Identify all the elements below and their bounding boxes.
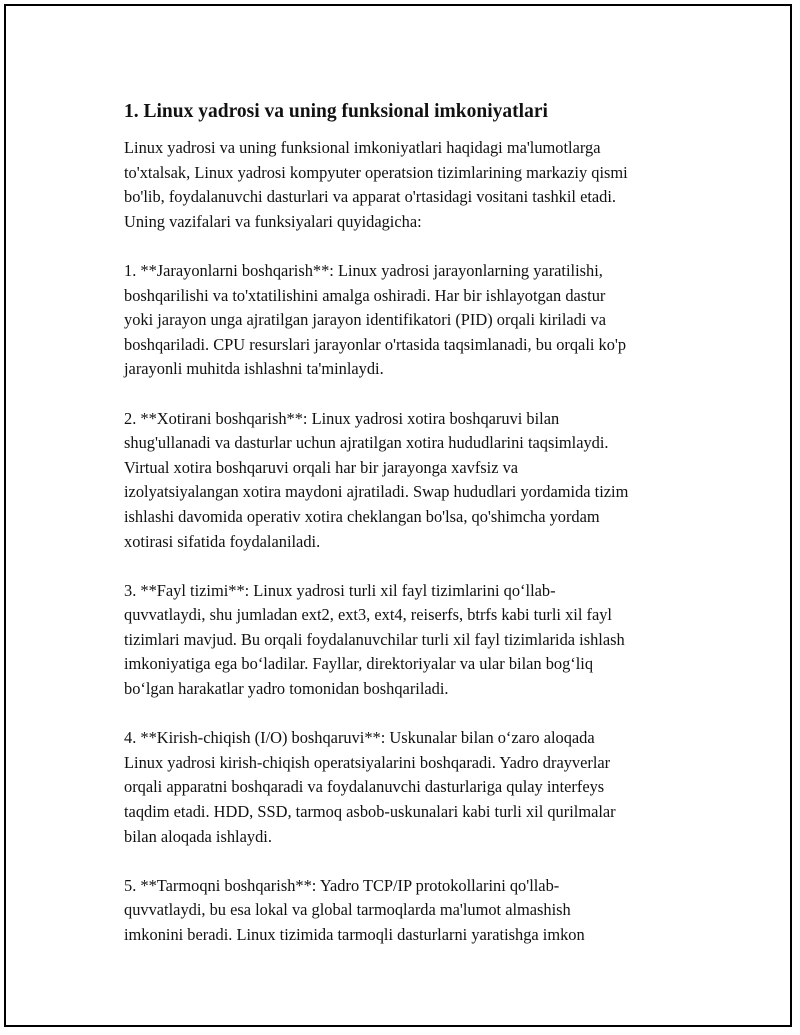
text-line: imkoniyatiga ega bo‘ladilar. Fayllar, direktoriyalar va ular bilan bog‘liq (124, 654, 594, 674)
text-line: tizimlari mavjud. Bu orqali foydalanuvchilar turli xil fayl tizimlarida ishlash (124, 629, 625, 649)
text-line: bo‘lgan harakatlar yadro tomonidan boshqariladi. (124, 679, 449, 699)
text-line: imkonini beradi. Linux tizimida tarmoqli dasturlarni yaratishga imkon (124, 925, 585, 944)
page-frame (4, 4, 792, 1027)
text-line: izolyatsiyalangan xotira maydoni ajratiladi. Swap hududlari yordamida tizim (124, 482, 629, 502)
document-body (124, 98, 696, 972)
text-line: Linux yadrosi va uning funksional imkoniyatlari haqidagi ma'lumotlarga (124, 138, 601, 157)
text-line: jarayonli muhitda ishlashni ta'minlaydi. (124, 359, 384, 379)
text-line: shug'ullanadi va dasturlar uchun ajratilgan xotira hududlarini taqsimlaydi. (124, 433, 609, 453)
text-line: 1. **Jarayonlarni boshqarish**: Linux yadrosi jarayonlarning yaratilishi, (124, 260, 603, 280)
process-management-paragraph (124, 259, 696, 382)
network-management-paragraph (124, 874, 696, 948)
text-line: taqdim etadi. HDD, SSD, tarmoq asbob-uskunalari kabi turli xil qurilmalar (124, 802, 616, 822)
io-management-paragraph (124, 726, 696, 849)
text-line: Linux yadrosi kirish-chiqish operatsiyalarini boshqaradi. Yadro drayverlar (124, 752, 611, 772)
memory-management-paragraph (124, 407, 696, 555)
text-line: xotirasi sifatida foydalaniladi. (124, 531, 321, 551)
text-line: quvvatlaydi, bu esa lokal va global tarmoqlarda ma'lumot almashish (124, 900, 571, 920)
file-system-paragraph (124, 579, 696, 702)
text-line: 5. **Tarmoqni boshqarish**: Yadro TCP/IP protokollarini qo'llab- (124, 875, 560, 895)
text-line: Uning vazifalari va funksiyalari quyidagicha: (124, 211, 422, 231)
text-line: boshqariladi. CPU resurslari jarayonlar o'rtasida taqsimlanadi, bu orqali ko'p (124, 334, 627, 354)
text-line: 2. **Xotirani boshqarish**: Linux yadrosi xotira boshqaruvi bilan (124, 408, 560, 428)
text-line: 3. **Fayl tizimi**: Linux yadrosi turli xil fayl tizimlarini qo‘llab- (124, 580, 556, 600)
text-line: boshqarilishi va to'xtatilishini amalga oshiradi. Har bir ishlayotgan dastur (124, 285, 606, 305)
text-line: bilan aloqada ishlaydi. (124, 826, 272, 846)
text-line: quvvatlaydi, shu jumladan ext2, ext3, ext4, reiserfs, btrfs kabi turli xil fayl (124, 605, 612, 625)
text-line: Virtual xotira boshqaruvi orqali har bir jarayonga xavfsiz va (124, 457, 519, 477)
text-line: bo'lib, foydalanuvchi dasturlari va apparat o'rtasidagi vositani tashkil etadi. (124, 187, 617, 207)
document-title: 1. Linux yadrosi va uning funksional imkoniyatlari (124, 101, 548, 122)
text-line: ishlashi davomida operativ xotira cheklangan bo'lsa, qo'shimcha yordam (124, 506, 600, 526)
text-line: 4. **Kirish-chiqish (I/O) boshqaruvi**: Uskunalar bilan o‘zaro aloqada (124, 728, 595, 748)
intro-paragraph (124, 136, 696, 234)
text-line: to'xtalsak, Linux yadrosi kompyuter operatsion tizimlarining markaziy qismi (124, 162, 628, 182)
text-line: orqali apparatni boshqaradi va foydalanuvchi dasturlariga qulay interfeys (124, 777, 605, 797)
text-line: yoki jarayon unga ajratilgan jarayon identifikatori (PID) orqali kiriladi va (124, 310, 607, 330)
